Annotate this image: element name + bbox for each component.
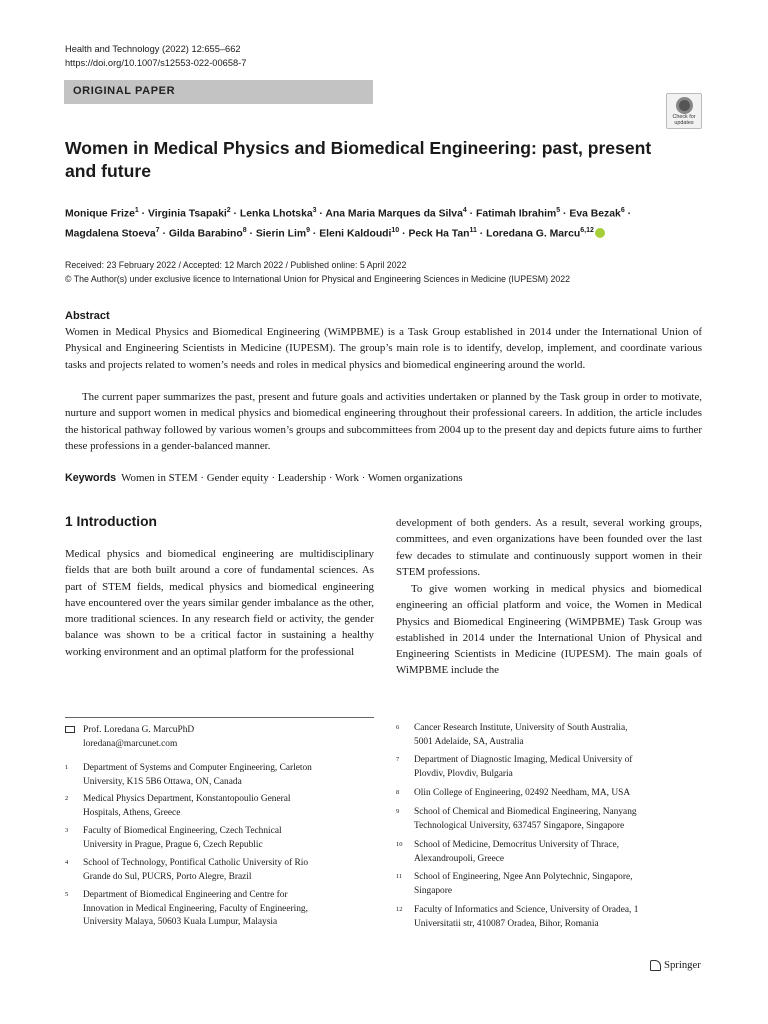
keywords xyxy=(65,470,463,486)
aff-line: Department of Diagnostic Imaging, Medical University of xyxy=(414,755,633,765)
affiliation xyxy=(396,806,702,834)
orcid-icon[interactable] xyxy=(595,228,605,238)
aff-line: Medical Physics Department, Konstantopoulio General xyxy=(83,794,291,804)
affiliation-number: 6 xyxy=(396,724,400,731)
affiliation-number: 5 xyxy=(65,891,69,898)
aff-line: Plovdiv, Plovdiv, Bulgaria xyxy=(414,768,513,779)
author[interactable]: Peck Ha Tan xyxy=(408,228,470,240)
affiliation-number: 2 xyxy=(65,795,69,802)
aff-line: University Malaya, 50603 Kuala Lumpur, Malaysia xyxy=(83,917,278,927)
affiliation xyxy=(396,839,702,867)
springer-horse-icon xyxy=(650,960,661,971)
journal-citation: Health and Technology (2022) 12:655–662 xyxy=(65,44,241,54)
aff-line: Department of Biomedical Engineering and Centre for xyxy=(83,890,288,900)
author-aff: 7 xyxy=(155,227,160,235)
affiliation-text xyxy=(83,889,308,930)
affiliation-text xyxy=(414,806,637,833)
author[interactable]: Fatimah Ibrahim xyxy=(475,208,557,220)
aff-line: Department of Systems and Computer Engineering, Carleton xyxy=(83,763,312,773)
aff-line: Grande do Sul, PUCRS, Porto Alegre, Brazil xyxy=(83,871,252,882)
check-updates-icon xyxy=(676,97,693,114)
affiliation xyxy=(396,787,702,801)
affiliation-text xyxy=(414,754,632,781)
aff-line: Olin College of Engineering, 02492 Needham, MA, USA xyxy=(414,788,631,798)
author-aff: 11 xyxy=(469,227,477,235)
dates-line: Received: 23 February 2022 / Accepted: 12 March 2022 / Published online: 5 April 2022 xyxy=(65,260,407,270)
author-aff: 10 xyxy=(391,227,400,235)
footnote-divider xyxy=(65,717,374,718)
section-label: ORIGINAL PAPER xyxy=(73,85,176,97)
publisher-logo xyxy=(650,959,701,971)
email-icon xyxy=(65,726,75,733)
intro-paragraph-right-1: development of both genders. As a result, several working groups, committees, and even organizations have been founded over the last few decades to stimulate and continuously support women in their STEM professions. xyxy=(396,517,702,578)
affiliation-number: 11 xyxy=(396,873,403,880)
affiliation-number: 8 xyxy=(396,789,400,796)
paper-title: Women in Medical Physics and Biomedical Engineering: past, present and future xyxy=(65,138,652,181)
author[interactable]: Magdalena Stoeva xyxy=(65,228,156,240)
aff-line: School of Technology, Pontifical Catholic University of Rio xyxy=(83,858,309,868)
author[interactable]: Gilda Barabino xyxy=(168,228,243,240)
corresponding-email[interactable]: loredana@marcunet.com xyxy=(83,738,178,749)
keywords-label: Keywords xyxy=(65,472,117,484)
affiliation-number: 1 xyxy=(65,764,69,771)
journal-header xyxy=(65,42,246,70)
author[interactable]: Ana Maria Marques da Silva xyxy=(325,208,463,220)
copyright-line: © The Author(s) under exclusive licence to International Union for Physical and Engineering Sciences in Medicine (IUPESM) 2022 xyxy=(65,273,571,284)
aff-line: 5001 Adelaide, SA, Australia xyxy=(414,736,524,747)
abstract-paragraph-2: The current paper summarizes the past, present and future goals and activities undertaken or planned by the Task group in order to motivate, nurture and support women in medical physics and biomedical engineering throughout their professional careers. In addition, the article includes the historical pathway followed by various women’s groups and subcommittees from 2004 up to the present day and depicts future aims to further these professions in a gender-balanced manner. xyxy=(65,391,702,452)
affiliation xyxy=(65,793,374,821)
aff-line: Faculty of Biomedical Engineering, Czech Technical xyxy=(83,826,282,836)
affiliation-text xyxy=(83,762,312,789)
author[interactable]: Eva Bezak xyxy=(569,208,621,220)
affiliation-text xyxy=(414,871,632,898)
publication-dates xyxy=(65,259,570,286)
author[interactable]: Eleni Kaldoudi xyxy=(319,228,392,240)
aff-line: Cancer Research Institute, University of South Australia, xyxy=(414,723,628,733)
aff-line: School of Engineering, Ngee Ann Polytechnic, Singapore, xyxy=(414,872,633,882)
author-aff: 5 xyxy=(556,207,561,214)
aff-line: School of Chemical and Biomedical Engineering, Nanyang xyxy=(414,807,637,817)
doi-link[interactable]: https://doi.org/10.1007/s12553-022-00658-7 xyxy=(65,58,247,68)
affiliation-number: 4 xyxy=(65,859,69,866)
aff-line: Faculty of Informatics and Science, University of Oradea, 1 xyxy=(414,905,639,915)
affiliation xyxy=(65,889,374,931)
corresponding-author: Prof. Loredana G. MarcuPhD xyxy=(83,725,195,735)
aff-line: Singapore xyxy=(414,885,453,896)
abstract-paragraph-1: Women in Medical Physics and Biomedical Engineering (WiMPBME) is a Task Group established in 2014 under the International Union of Physical and Engineering Scientists in Medicine (IUPESM). The group’s main role is to identify, develop, implement, and coordinate various tasks and projects related to women’s needs and roles in medical physics and biomedical engineering around the world. xyxy=(65,326,702,371)
aff-line: Hospitals, Athens, Greece xyxy=(83,807,181,818)
author-aff: 2 xyxy=(226,207,231,214)
affiliation-number: 3 xyxy=(65,827,69,834)
affiliation-text xyxy=(414,839,619,866)
author[interactable]: Monique Frize xyxy=(65,208,135,220)
author-aff: 9 xyxy=(306,227,310,235)
affiliation xyxy=(396,871,702,899)
aff-line: School of Medicine, Democritus University of Thrace, xyxy=(414,840,619,850)
affiliation xyxy=(65,825,374,853)
author-line-2: Magdalena Stoeva$^7$ · Gilda Barabino$^8$ · Sierin Lim$^9$ · Eleni Kaldoudi$^{10}$ · Peck Ha Tan$^{11}$ · Loredana G. Marcu$^{6,12}$ xyxy=(65,222,705,242)
author-line-1: Monique Frize$^1$ · Virginia Tsapaki$^2$ · Lenka Lhotska$^3$ · Ana Maria Marques da Silva$^4$ · Fatimah Ibrahim$^5$ · Eva Bezak$^6$ · xyxy=(65,207,632,220)
correspondence xyxy=(65,724,374,752)
author-aff: 3 xyxy=(312,207,317,214)
affiliation-text xyxy=(414,904,638,931)
aff-line: Alexandroupoli, Greece xyxy=(414,853,505,864)
affiliation-text xyxy=(83,857,308,884)
aff-line: University in Prague, Prague 6, Czech Republic xyxy=(83,839,263,850)
affiliation-text xyxy=(414,787,630,801)
author-aff: 1 xyxy=(134,207,139,214)
author[interactable]: Sierin Lim xyxy=(255,228,307,240)
author[interactable]: Lenka Lhotska xyxy=(239,208,313,220)
author[interactable]: Virginia Tsapaki xyxy=(148,208,227,220)
affiliation xyxy=(396,722,702,750)
intro-paragraph-right-2: To give women working in medical physics and biomedical engineering an official platform and voice, the Women in Medical Physics and Biomedical Engineering (WiMPBME) Task Group was established in 2014 under the International Union of Physical and Engineering Scientists in Medicine (IUPESM). The main goals of WiMPBME include the xyxy=(396,583,702,677)
intro-paragraph-left: Medical physics and biomedical engineering are multidisciplinary fields that are both built around a core of fundamental sciences. As part of STEM fields, medical physics and biomedical engineering have encountered over the years similar gender imbalance as the other, more traditional sciences. In any research field or activity, the gender balance was shown to be a critical factor in sustaining a healthy working environment and an optimal platform for the professional xyxy=(65,548,374,658)
affiliation xyxy=(396,904,702,932)
aff-line: Universitatii str, 410087 Oradea, Bihor, Romania xyxy=(414,918,599,929)
author-aff: 8 xyxy=(242,227,247,235)
aff-line: Innovation in Medical Engineering, Faculty of Engineering, xyxy=(83,903,308,914)
author-list xyxy=(65,202,705,243)
affiliation xyxy=(65,762,374,790)
affiliation-number: 12 xyxy=(396,906,403,913)
correspondence-text xyxy=(83,724,194,751)
author-aff: 4 xyxy=(462,207,467,214)
abstract-heading: Abstract xyxy=(65,310,110,322)
affiliation-text xyxy=(414,722,628,749)
affiliation-text xyxy=(83,793,291,820)
check-updates-label: Check for updates xyxy=(672,114,696,126)
aff-line: University, K1S 5B6 Ottawa, ON, Canada xyxy=(83,776,242,787)
author-aff: 6 xyxy=(620,207,625,214)
affiliation-text xyxy=(83,825,282,852)
section-banner xyxy=(64,80,373,104)
author-aff: 6,12 xyxy=(580,227,594,235)
affiliation-number: 10 xyxy=(396,841,403,848)
author[interactable]: Loredana G. Marcu xyxy=(486,228,581,240)
affiliation-number: 7 xyxy=(396,756,400,763)
affiliation-number: 9 xyxy=(396,808,400,815)
affiliation xyxy=(396,754,702,782)
publisher-name: Springer xyxy=(664,959,701,971)
keywords-list: Women in STEM · Gender equity · Leadership · Work · Women organizations xyxy=(121,472,463,484)
aff-line: Technological University, 637457 Singapore, Singapore xyxy=(414,820,625,831)
affiliation xyxy=(65,857,374,885)
section-heading-introduction: 1 Introduction xyxy=(65,514,157,529)
check-for-updates-badge[interactable] xyxy=(666,93,702,129)
